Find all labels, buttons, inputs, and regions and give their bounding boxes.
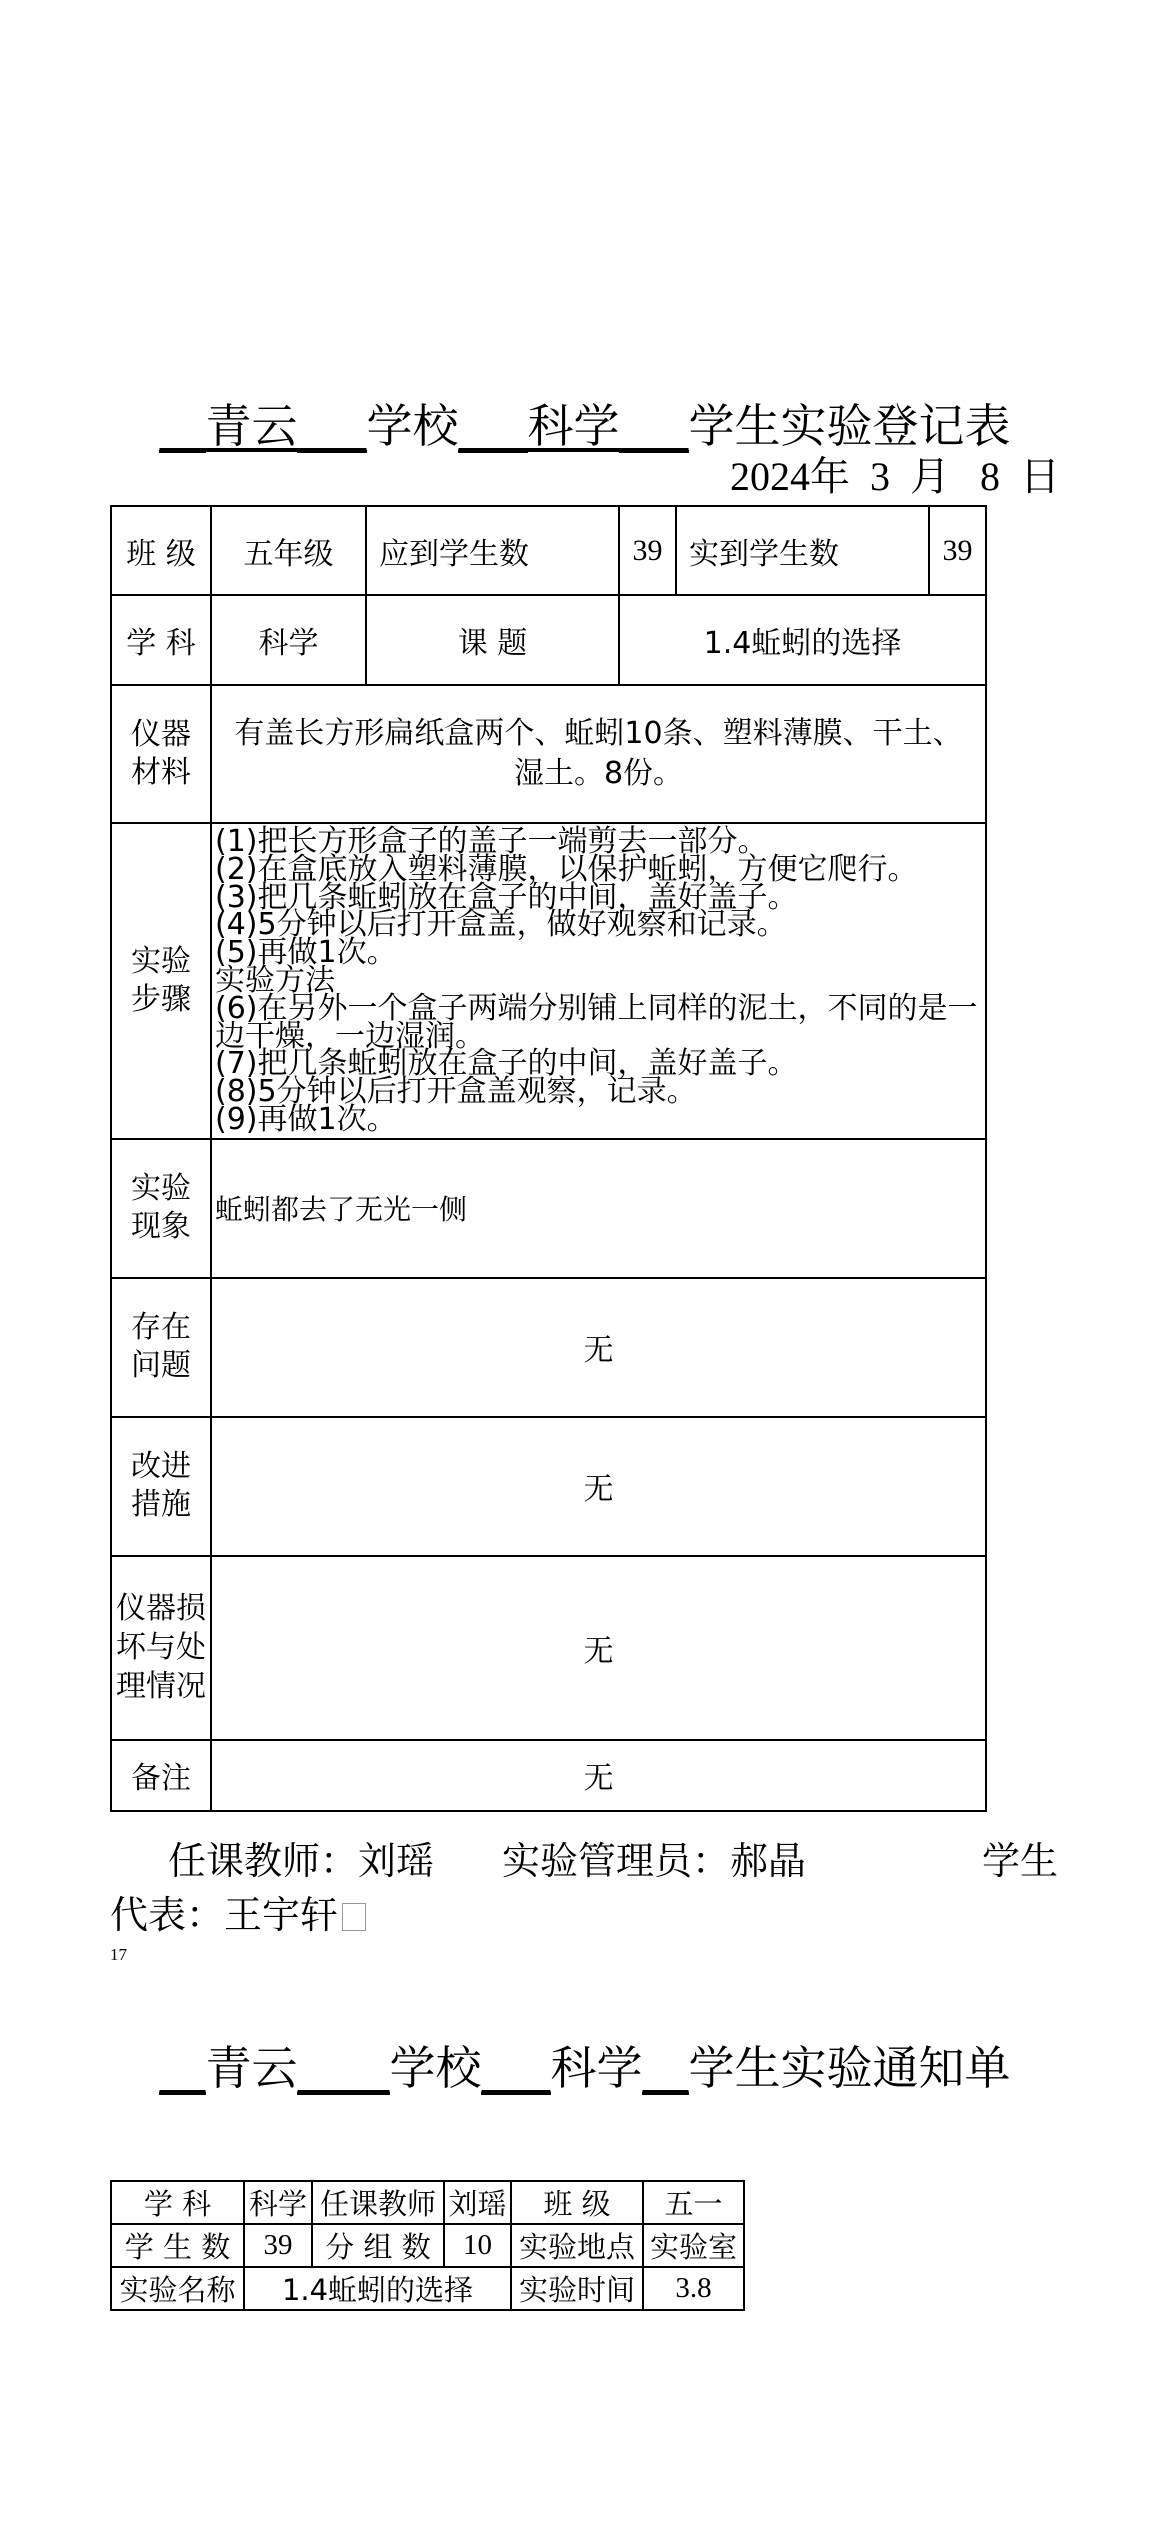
list-item: (2)在盒底放入塑料薄膜，以保护蚯蚓，方便它爬行。 [215,851,918,887]
phenomenon-value: 蚯蚓都去了无光一侧 [211,1139,986,1278]
student-signature: 代表：王宇轩 [110,1890,366,1940]
topic-label: 课 题 [366,595,619,685]
steps-list [211,823,986,1139]
notice-table [110,2180,745,2311]
teacher-signature: 任课教师：刘瑶 [168,1839,435,1883]
expected-label: 应到学生数 [366,506,619,595]
table-row [111,506,986,595]
list-item: (3)把几条蚯蚓放在盒子的中间，盖好盖子。 [215,879,798,915]
steps-label: 实验 步骤 [111,823,211,1139]
improve-label: 改进 措施 [111,1417,211,1556]
list-item: (6)在另外一个盒子两端分别铺上同样的泥土，不同的是一边干燥，一边湿润。 [215,990,978,1054]
expected-value: 39 [619,506,676,595]
list-item: 实验方法 [215,962,335,998]
list-item: (4)5分钟以后打开盒盖，做好观察和记录。 [215,907,787,943]
improve-value: 无 [211,1417,986,1556]
materials-value: 有盖长方形扁纸盒两个、蚯蚓10条、塑料薄膜、干土、 湿土。8份。 [211,685,986,823]
list-item: (5)再做1次。 [215,935,397,971]
school-name: 青云 [205,2041,298,2095]
table-row: 实验名称 1.4蚯蚓的选择 实验时间 3.8 [111,2267,744,2310]
list-item: (7)把几条蚯蚓放在盒子的中间，盖好盖子。 [215,1046,798,1082]
placeholder-box-icon [342,1903,366,1931]
table-row [111,1278,986,1417]
admin-signature: 实验管理员：郝晶 [502,1839,807,1883]
actual-label: 实到学生数 [676,506,929,595]
subject-value: 科学 [211,595,366,685]
remark-label: 备注 [111,1740,211,1811]
register-title: __青云___学校___科学___学生实验登记表 [159,399,1011,453]
table-row: 学 生 数 39 分 组 数 10 实验地点 实验室 [111,2224,744,2267]
table-row [111,1139,986,1278]
list-item: (9)再做1次。 [215,1101,397,1137]
topic-value: 1.4蚯蚓的选择 [619,595,986,685]
register-table [110,505,987,1812]
table-row [111,1556,986,1740]
student-prefix: 学生 [982,1839,1059,1883]
table-row [111,685,986,823]
actual-value: 39 [929,506,986,595]
notice-title: __青云____学校___科学__学生实验通知单 [159,2041,1011,2095]
class-label: 班 级 [111,506,211,595]
table-row [111,1417,986,1556]
materials-label: 仪器 材料 [111,685,211,823]
subject-name: 科学 [527,399,620,453]
remark-value: 无 [211,1740,986,1811]
page-number: 17 [110,1945,127,1964]
signature-line [168,1836,806,1886]
table-row [111,595,986,685]
problems-label: 存在 问题 [111,1278,211,1417]
damage-value: 无 [211,1556,986,1740]
problems-value: 无 [211,1278,986,1417]
class-value: 五年级 [211,506,366,595]
school-name: 青云 [205,399,298,453]
register-date: 2024年 3 月 8 日 [730,454,1060,499]
damage-label: 仪器损 坏与处 理情况 [111,1556,211,1740]
table-row [111,1740,986,1811]
list-item: (8)5分钟以后打开盒盖观察，记录。 [215,1074,697,1110]
phenomenon-label: 实验 现象 [111,1139,211,1278]
table-row [111,823,986,1139]
list-item: (1)把长方形盒子的盖子一端剪去一部分。 [215,824,768,859]
subject-label: 学 科 [111,595,211,685]
table-row: 学 科 科学 任课教师 刘瑶 班 级 五一 [111,2181,744,2224]
subject-name: 科学 [550,2041,643,2095]
